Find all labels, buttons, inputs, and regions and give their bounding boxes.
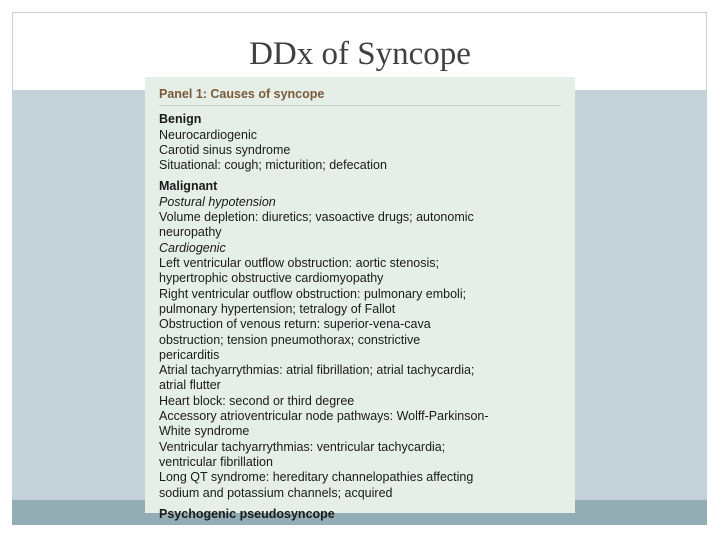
list-item: atrial flutter (159, 378, 221, 393)
list-item: Carotid sinus syndrome (159, 142, 291, 157)
list-item: Long QT syndrome: hereditary channelopathies affecting (159, 470, 474, 485)
list-item: obstruction; tension pneumothorax; constrictive (159, 332, 421, 347)
list-item: Atrial tachyarrythmias: atrial fibrillation; atrial tachycardia; (159, 363, 475, 378)
list-item: Obstruction of venous return: superior-vena-cava (159, 317, 431, 332)
section-heading-malignant: Malignant (159, 179, 218, 194)
list-item: Right ventricular outflow obstruction: pulmonary emboli; (159, 286, 467, 301)
list-item: pericarditis (159, 347, 220, 362)
subheading-postural-hypotension: Postural hypotension (159, 194, 276, 209)
list-item: Heart block: second or third degree (159, 393, 355, 408)
list-item: ventricular fibrillation (159, 454, 273, 469)
panel-title: Panel 1: Causes of syncope (159, 86, 561, 106)
list-item: Neurocardiogenic (159, 127, 257, 142)
list-item: Ventricular tachyarrythmias: ventricular tachycardia; (159, 439, 446, 454)
list-item: pulmonary hypertension; tetralogy of Fallot (159, 301, 396, 316)
list-item: hypertrophic obstructive cardiomyopathy (159, 271, 384, 286)
list-item: White syndrome (159, 424, 250, 439)
subheading-cardiogenic: Cardiogenic (159, 240, 226, 255)
causes-panel (145, 77, 575, 521)
section-heading-benign: Benign (159, 112, 202, 126)
list-item: Left ventricular outflow obstruction: aortic stenosis; (159, 256, 439, 271)
list-item: sodium and potassium channels; acquired (159, 485, 393, 500)
slide-title: DDx of Syncope (249, 36, 471, 72)
list-item: Situational: cough; micturition; defecation (159, 158, 387, 173)
section-heading-psychogenic: Psychogenic pseudosyncope (159, 506, 335, 521)
list-item: Volume depletion: diuretics; vasoactive drugs; autonomic (159, 210, 474, 225)
list-item: neuropathy (159, 225, 222, 240)
list-item: Accessory atrioventricular node pathways: Wolff-Parkinson- (159, 409, 489, 424)
